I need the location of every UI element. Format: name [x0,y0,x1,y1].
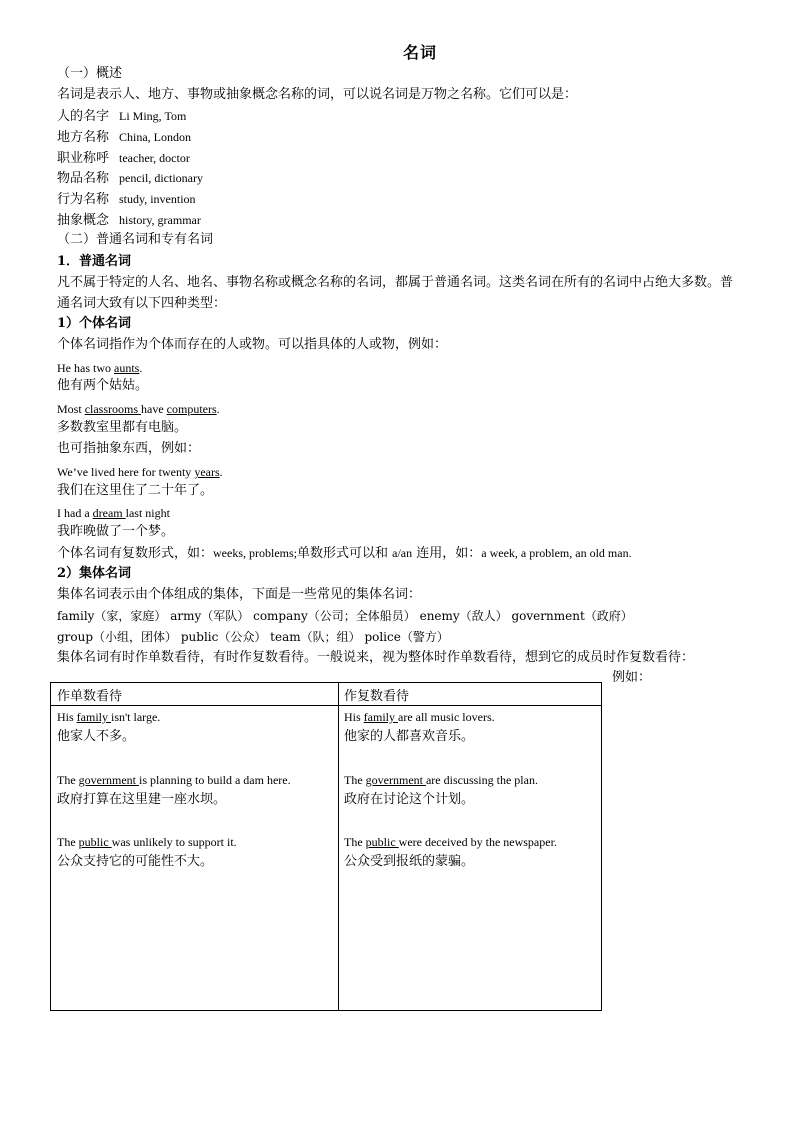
example-label: 例如： [612,670,652,685]
example-translation: 他有两个姑姑。 [57,378,149,393]
plural-note: 个体名词有复数形式，如：weeks, problems;单数形式可以和 a/an 连用，如：a week, a problem, an old man. [57,546,632,561]
category-label: 物品名称 [57,171,110,186]
collective-noun-desc: 集体名词表示由个体组成的集体，下面是一些常见的集体名词： [57,587,422,602]
section1-intro: 名词是表示人、地方、事物或抽象概念名称的词，可以说名词是万物之名称。它们可以是： [57,87,578,102]
example-translation: 我们在这里住了二十年了。 [57,483,214,498]
noun-category-item [57,189,196,210]
table-cell-plural: His family are all music lovers. 他家的人都喜欢音乐。 [344,710,495,744]
collective-noun-list: group（小组，团体） public（公众） team（队；组） police（警方） [57,630,449,644]
collective-noun-heading: 2）集体名词 [57,566,132,581]
common-noun-paragraph: 凡不属于特定的人名、地名、事物名称或概念名称的名词，都属于普通名词。这类名词在所有的名词中占绝大多数。普通名词大致有以下四种类型： [57,275,734,311]
example-sentence: Most classrooms have computers. [57,402,220,416]
noun-category-item [57,168,203,189]
individual-noun-heading: 1）个体名词 [57,316,132,331]
category-label: 抽象概念 [57,213,110,228]
page-title: 名词 [402,43,437,62]
example-translation: 多数教室里都有电脑。 [57,420,188,435]
column-divider [338,683,339,1010]
category-label: 职业称呼 [57,151,110,166]
col-header-plural: 作复数看待 [344,689,410,704]
table-cell-singular: His family isn't large. 他家人不多。 [57,710,161,744]
category-examples: pencil, dictionary [119,171,203,185]
table-cell-plural: The public were deceived by the newspaper. 公众受到报纸的蒙骗。 [344,835,557,869]
example-translation: 我昨晚做了一个梦。 [57,524,175,539]
table-header-row [51,683,601,706]
noun-category-item [57,127,191,148]
example-sentence: He has two aunts. [57,361,143,375]
underlined-noun: years [194,465,220,479]
example-sentence: I had a dream last night [57,506,170,520]
singular-plural-table [50,682,602,1011]
noun-category-item [57,210,201,231]
example-sentence: We’ve lived here for twenty years. [57,465,223,479]
collective-noun-list: family（家，家庭） army（军队） company（公司；全体船员） enemy（敌人） government（政府） [57,609,633,623]
underlined-noun: computers [166,402,217,416]
common-noun-heading: 1．普通名词 [57,254,132,269]
underlined-noun: aunts [114,361,140,375]
category-examples: Li Ming, Tom [119,109,187,123]
category-examples: history, grammar [119,213,201,227]
noun-category-item [57,148,190,169]
category-examples: China, London [119,130,191,144]
individual-noun-desc: 个体名词指作为个体而存在的人或物。可以指具体的人或物，例如： [57,337,448,352]
category-label: 人的名字 [57,109,110,124]
section2-heading: （二）普通名词和专有名词 [57,232,214,247]
category-label: 地方名称 [57,130,110,145]
section1-heading: （一）概述 [57,66,123,81]
collective-usage: 集体名词有时作单数看待，有时作复数看待。一般说来，视为整体时作单数看待，想到它的成员时作复数看待： [57,650,695,665]
category-examples: study, invention [119,192,196,206]
category-examples: teacher, doctor [119,151,190,165]
table-cell-plural: The government are discussing the plan. 政府在讨论这个计划。 [344,773,538,807]
category-label: 行为名称 [57,192,110,207]
table-cell-singular: The government is planning to build a dam here. 政府打算在这里建一座水坝。 [57,773,291,807]
underlined-noun: classrooms [84,402,142,416]
underlined-noun: dream [92,506,126,520]
noun-category-item [57,106,186,127]
abstract-intro: 也可指抽象东西，例如： [57,441,201,456]
col-header-singular: 作单数看待 [57,689,123,704]
table-cell-singular: The public was unlikely to support it. 公众支持它的可能性不大。 [57,835,237,869]
